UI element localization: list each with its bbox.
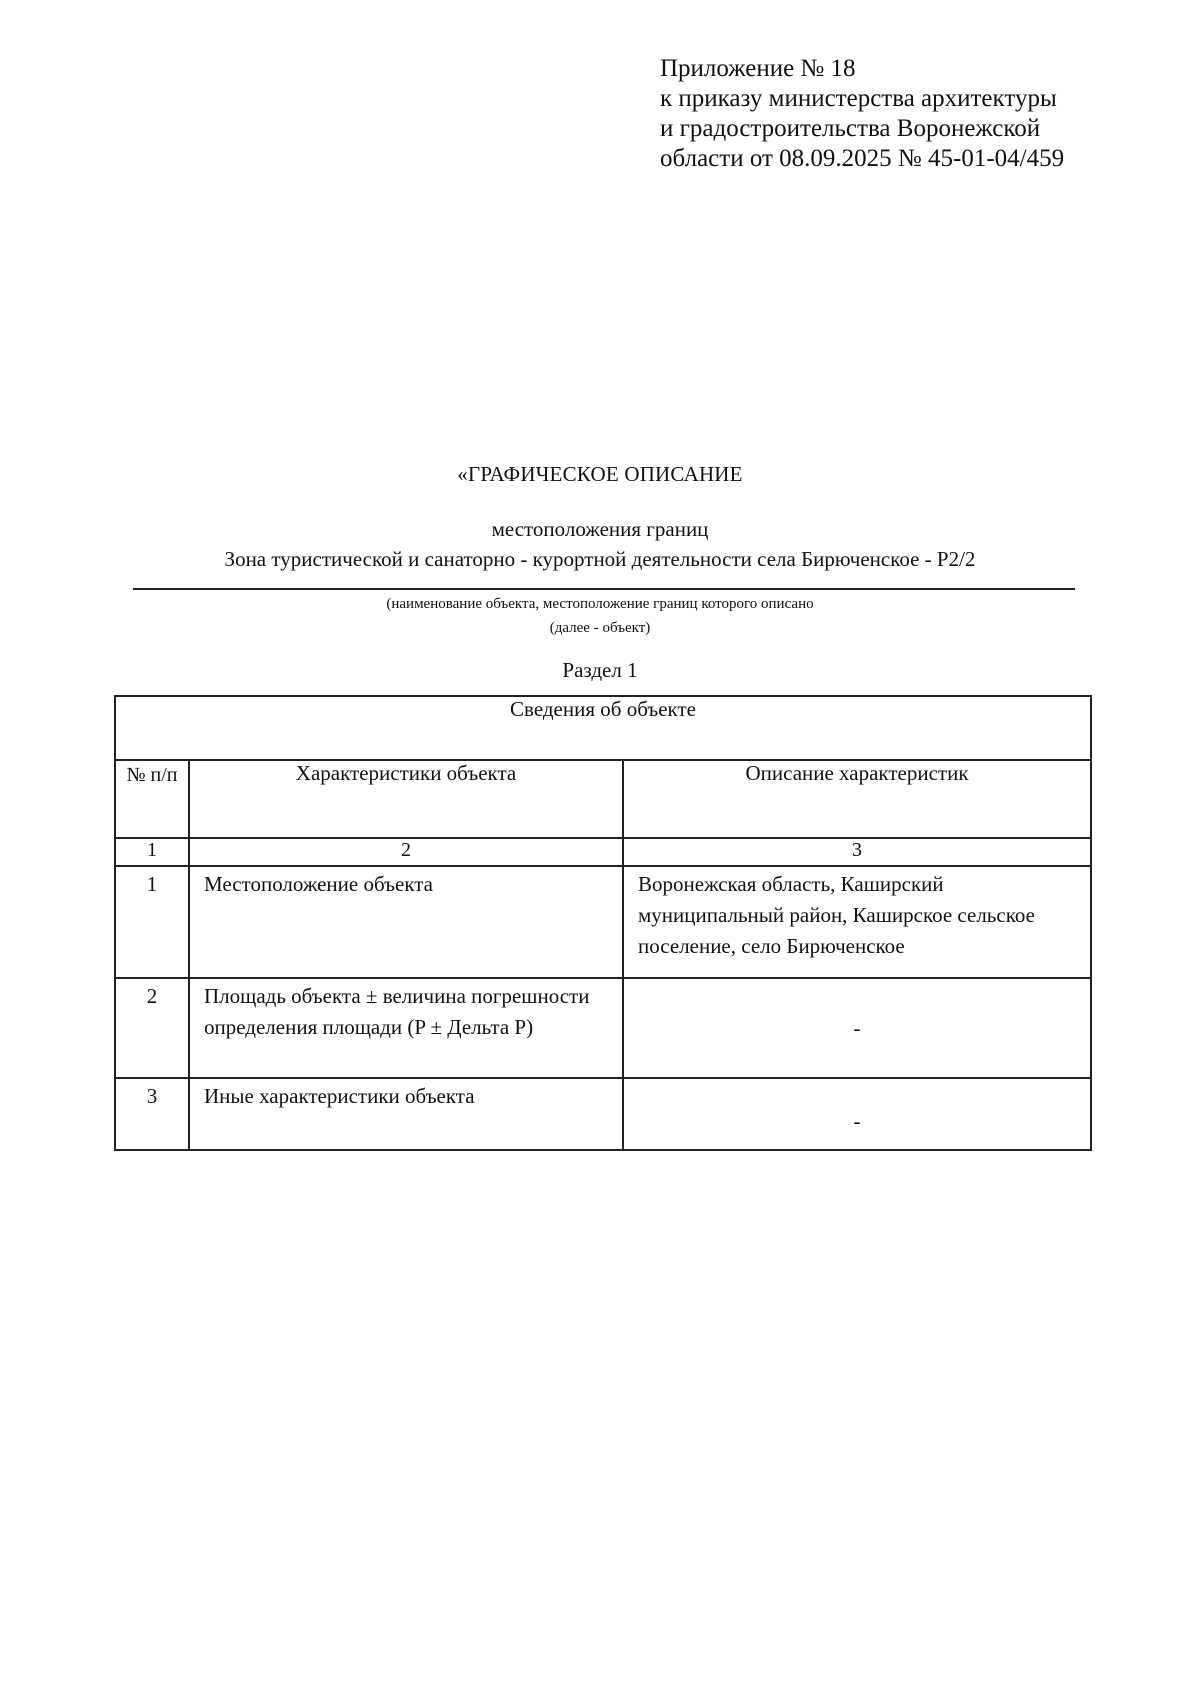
table-row	[115, 978, 1091, 1078]
column-index: 2	[189, 838, 623, 866]
column-index: 3	[623, 838, 1091, 866]
column-header-characteristic: Характеристики объекта	[189, 760, 623, 838]
row-description: -	[623, 1078, 1091, 1150]
column-index-row	[115, 838, 1091, 866]
row-characteristic: Иные характеристики объекта	[189, 1078, 623, 1150]
column-header-description: Описание характеристик	[623, 760, 1091, 838]
column-index: 1	[115, 838, 189, 866]
object-info-table	[114, 695, 1092, 1151]
column-header-num: № п/п	[115, 760, 189, 838]
table-header-row	[115, 696, 1091, 760]
appendix-line-2: к приказу министерства архитектуры	[660, 85, 1057, 112]
caption-line-2: (далее - объект)	[549, 620, 651, 636]
row-characteristic: Местоположение объекта	[189, 866, 623, 978]
table-header: Сведения об объекте	[115, 696, 1091, 760]
caption-line-1: (наименование объекта, местоположение границ которого описано	[386, 596, 814, 612]
table-row	[115, 866, 1091, 978]
appendix-line-4: области от 08.09.2025 № 45-01-04/459	[660, 145, 1065, 172]
table-row	[115, 1078, 1091, 1150]
document-subtitle: местоположения границ	[491, 517, 709, 541]
appendix-line-3: и градостроительства Воронежской	[660, 115, 1041, 142]
row-description: -	[623, 978, 1091, 1078]
section-heading: Раздел 1	[562, 658, 638, 682]
document-title: «ГРАФИЧЕСКОЕ ОПИСАНИЕ	[457, 462, 743, 486]
object-name: Зона туристической и санаторно - курортной деятельности села Бирюченское - Р2/2	[224, 547, 976, 571]
underline-rule	[133, 588, 1075, 590]
row-characteristic: Площадь объекта ± величина погрешности определения площади (P ± Дельта P)	[189, 978, 623, 1078]
appendix-line-1: Приложение № 18	[660, 55, 856, 82]
row-description: Воронежская область, Каширский муниципальный район, Каширское сельское поселение, село Бирюченское	[623, 866, 1091, 978]
appendix-header	[660, 54, 1180, 174]
row-number: 2	[115, 978, 189, 1078]
column-header-row	[115, 760, 1091, 838]
row-number: 3	[115, 1078, 189, 1150]
row-number: 1	[115, 866, 189, 978]
